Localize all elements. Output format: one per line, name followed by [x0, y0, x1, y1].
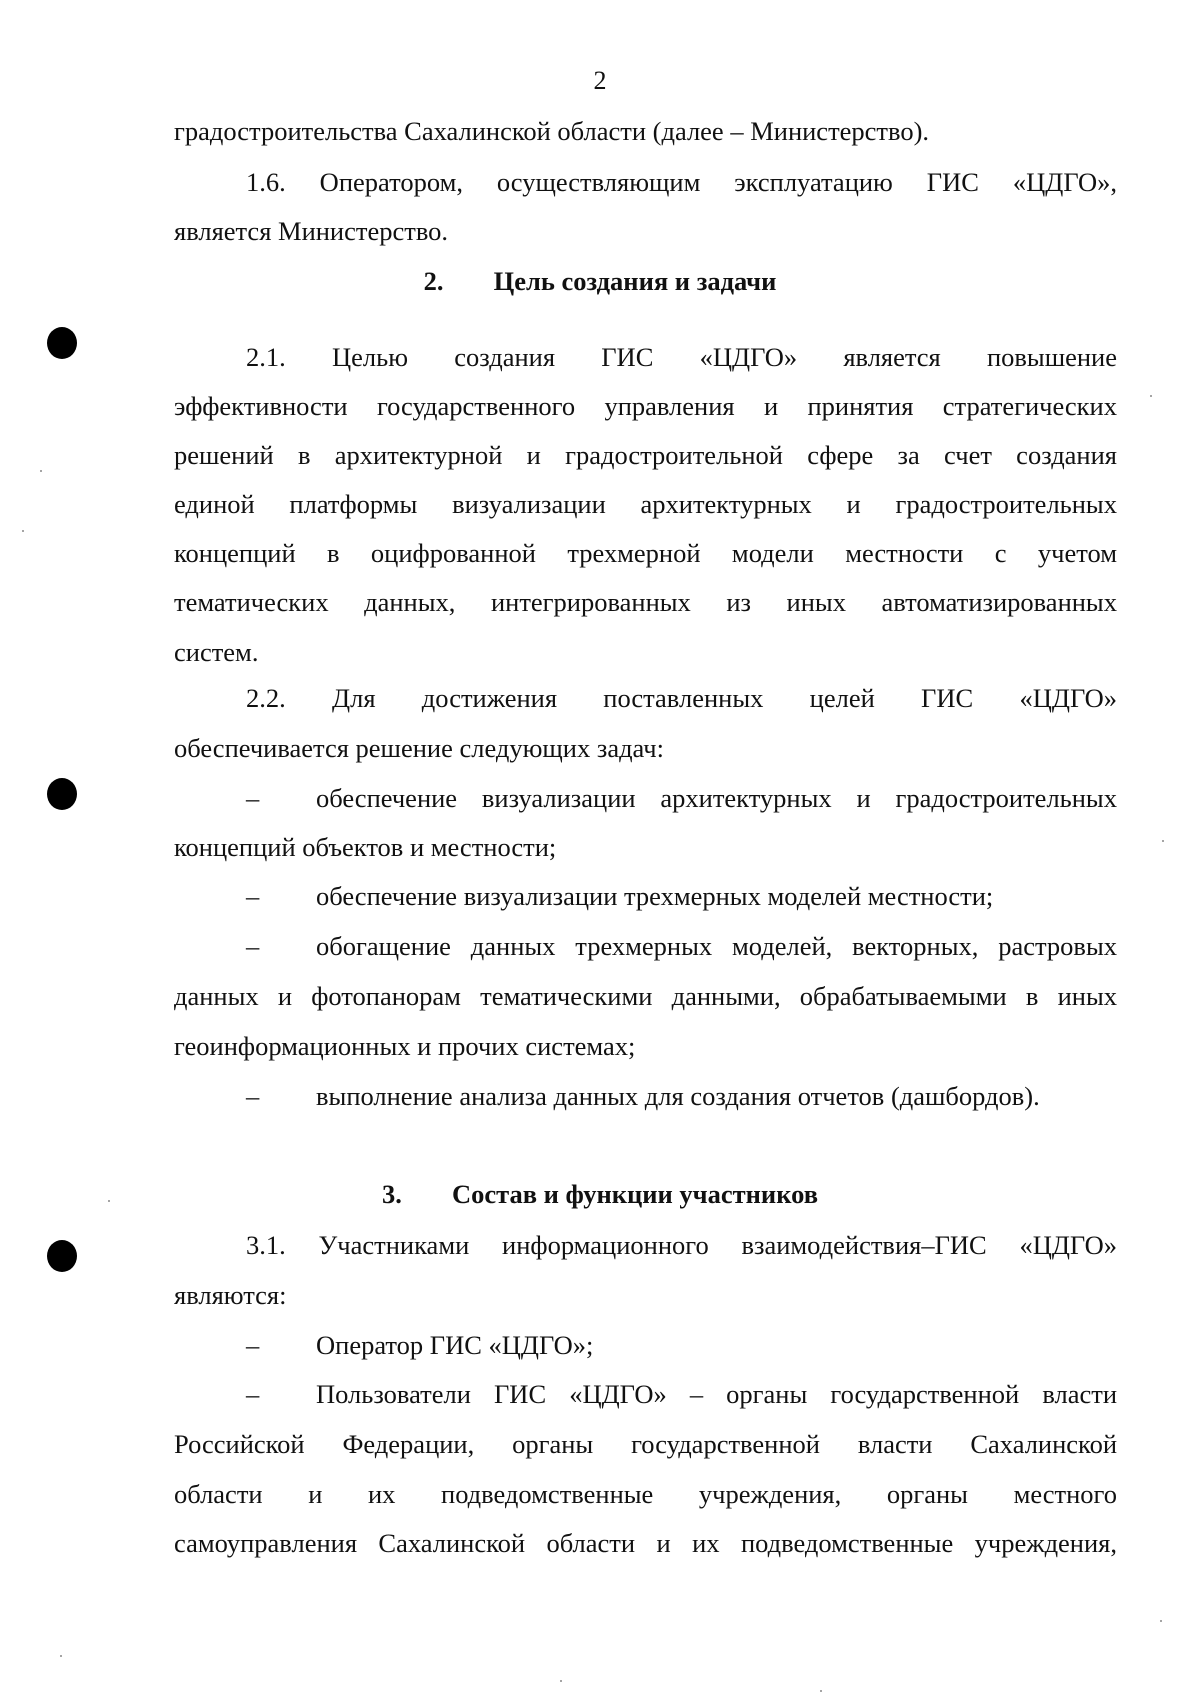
page-number: 2	[593, 66, 607, 95]
list-item-text: обогащение данных трехмерных моделей, векторных, растровых	[316, 931, 1117, 961]
punch-hole-bottom	[47, 1240, 77, 1272]
paragraph-2-1-line: решений в архитектурной и градостроительной сфере за счет создания	[174, 440, 1117, 470]
punch-hole-top	[47, 327, 77, 359]
paragraph-2-2-line: обеспечивается решение следующих задач:	[174, 733, 664, 763]
scan-speck	[22, 530, 24, 532]
list-item-continuation: геоинформационных и прочих системах;	[174, 1031, 636, 1061]
list-item-continuation: области и их подведомственные учреждения, органы местного	[174, 1479, 1117, 1509]
scan-speck	[108, 1200, 110, 1202]
paragraph-2-1-line: эффективности государственного управления и принятия стратегических	[174, 391, 1117, 421]
dash-marker: –	[246, 1379, 260, 1409]
dash-marker: –	[246, 881, 260, 911]
scan-speck	[560, 1680, 562, 1682]
punch-hole-middle	[47, 778, 77, 810]
list-item-text: выполнение анализа данных для создания отчетов (дашбордов).	[316, 1081, 1040, 1111]
list-item-continuation: Российской Федерации, органы государственной власти Сахалинской	[174, 1429, 1117, 1459]
section-number: 3.	[381, 1179, 402, 1209]
scan-speck	[60, 1655, 62, 1657]
paragraph-2-1-line: систем.	[174, 637, 259, 667]
scan-speck	[1162, 840, 1164, 842]
dash-marker: –	[246, 1330, 260, 1360]
scan-speck	[820, 1690, 822, 1692]
paragraph-line: градостроительства Сахалинской области (далее – Министерство).	[174, 116, 930, 146]
paragraph-3-1-line: являются:	[174, 1280, 287, 1310]
paragraph-1-6-line: 1.6. Оператором, осуществляющим эксплуатацию ГИС «ЦДГО»,	[246, 167, 1117, 197]
list-item-text: Оператор ГИС «ЦДГО»;	[316, 1330, 594, 1360]
list-item-text: обеспечение визуализации архитектурных и градостроительных	[316, 783, 1117, 813]
scan-speck	[1160, 1620, 1162, 1622]
dash-marker: –	[246, 1081, 260, 1111]
paragraph-2-1-line: концепций в оцифрованной трехмерной модели местности с учетом	[174, 538, 1117, 568]
paragraph-2-1-line: 2.1. Целью создания ГИС «ЦДГО» является повышение	[246, 342, 1117, 372]
dash-marker: –	[246, 783, 260, 813]
paragraph-2-2-line: 2.2. Для достижения поставленных целей ГИС «ЦДГО»	[246, 683, 1117, 713]
paragraph-3-1-line: 3.1. Участниками информационного взаимодействия–ГИС «ЦДГО»	[246, 1230, 1117, 1260]
section-title: Цель создания и задачи	[493, 266, 777, 296]
paragraph-1-6-line: является Министерство.	[174, 216, 449, 246]
list-item-text: обеспечение визуализации трехмерных моделей местности;	[316, 881, 994, 911]
section-number: 2.	[423, 266, 444, 296]
section-heading-2	[0, 265, 1200, 297]
list-item-text: Пользователи ГИС «ЦДГО» – органы государственной власти	[316, 1379, 1117, 1409]
list-item-continuation: концепций объектов и местности;	[174, 832, 557, 862]
section-heading-3	[0, 1178, 1200, 1210]
paragraph-2-1-line: единой платформы визуализации архитектурных и градостроительных	[174, 489, 1117, 519]
section-title: Состав и функции участников	[451, 1179, 819, 1209]
scan-speck	[1150, 395, 1152, 397]
list-item-continuation: данных и фотопанорам тематическими данными, обрабатываемыми в иных	[174, 981, 1117, 1011]
scan-speck	[40, 470, 42, 472]
list-item-continuation: самоуправления Сахалинской области и их подведомственные учреждения,	[174, 1528, 1117, 1558]
dash-marker: –	[246, 931, 260, 961]
paragraph-2-1-line: тематических данных, интегрированных из иных автоматизированных	[174, 587, 1117, 617]
